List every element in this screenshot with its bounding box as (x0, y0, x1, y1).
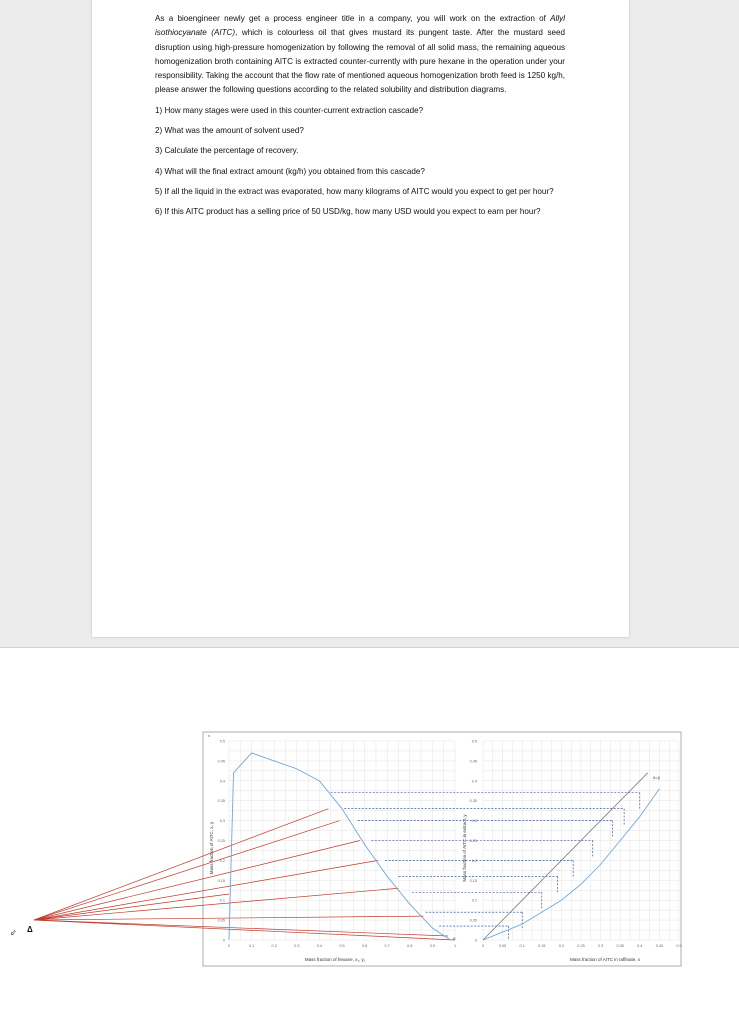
left-x-tick-label: 1 (453, 944, 457, 948)
delta-arrow-label: ⇙ (10, 928, 17, 937)
problem-intro: As a bioengineer newly get a process engineer title in a company, you will work on the extraction of Allyl isothiocyanate (AITC), which is colourless oil that gives mustard its pungent taste. After the mustard seed disruption using high-pressure homogenization by following the removal of all solid mass, the remaining aqueous homogenization broth containing AITC is extracted counter-currently with pure hexane in the operation under your responsibility. Taking the account that the flow rate of mentioned aqueous homogenization broth feed is 1250 kg/h, please answer the following questions according to the related solubility and distribution diagrams. (155, 14, 565, 95)
left-y-tick-label: 0.35 (217, 799, 225, 804)
question-1: 1) How many stages were used in this counter-current extraction cascade? (155, 105, 424, 115)
right-y-tick-label: 0 (474, 938, 477, 943)
diagonal-label: x=y (653, 775, 661, 780)
question-2: 2) What was the amount of solvent used? (155, 126, 304, 136)
right-x-axis-label: Mass fraction of AITC in raffinate, x (570, 957, 640, 962)
figure-area (0, 648, 739, 1024)
right-y-tick-label: 0.35 (469, 799, 477, 804)
left-x-tick-label: 0.8 (407, 944, 413, 948)
right-x-tick-label: 0.4 (637, 944, 643, 948)
extraction-diagram (0, 648, 739, 1024)
right-y-tick-label: 0.5 (471, 739, 477, 744)
right-x-tick-label: 0.1 (519, 944, 525, 948)
right-x-tick-label: 0.45 (655, 944, 664, 948)
right-y-tick-label: 0.25 (469, 839, 477, 843)
left-y-tick-label: 0.45 (217, 759, 225, 764)
question-4: 4) What will the final extract amount (kg/h) you obtained from this cascade? (155, 166, 425, 176)
right-y-axis-label: Mass fraction of AITC in extract, y (462, 814, 467, 882)
point-b-label: B (453, 936, 456, 941)
question-5: 5) If all the liquid in the extract was evaporated, how many kilograms of AITC would you expect to get per hour? (155, 186, 554, 196)
left-x-tick-label: 0.4 (316, 944, 323, 948)
right-y-tick-label: 0.4 (471, 779, 477, 784)
document-page (92, 0, 629, 637)
left-x-axis-label: Mass fraction of hexane, x₁, y₁ (304, 957, 366, 962)
question-6: 6) If this AITC product has a selling price of 50 USD/kg, how many USD would you expect to earn per hour? (155, 207, 541, 217)
left-x-tick-label: 0.1 (248, 944, 255, 948)
delta-label: Δ (27, 925, 33, 934)
left-y-tick-label: 0.15 (217, 878, 225, 883)
right-x-tick-label: 0.05 (498, 944, 507, 948)
right-x-tick-label: 0.5 (676, 944, 682, 948)
left-y-tick-label: 0.1 (219, 898, 225, 903)
left-y-tick-label: 0.25 (217, 839, 225, 843)
right-x-tick-label: 0.35 (616, 944, 624, 948)
right-x-tick-label: 0.25 (577, 944, 585, 948)
right-x-tick-label: 0.15 (538, 944, 546, 948)
left-y-tick-label: 0.05 (217, 918, 225, 923)
right-x-tick-label: 0 (481, 944, 485, 948)
left-x-tick-label: 0.5 (339, 944, 345, 948)
right-y-tick-label: 0.15 (469, 878, 477, 883)
problem-text (155, 12, 565, 226)
compound-name: Allyl isothiocyanate (AITC) (155, 14, 565, 38)
left-y-tick-label: 0.3 (219, 819, 225, 824)
left-y-tick-label: 0.4 (219, 779, 225, 784)
left-x-tick-label: 0.2 (271, 944, 277, 948)
left-corner-label: x (208, 733, 210, 738)
left-x-tick-label: 0.3 (294, 944, 300, 948)
right-y-tick-label: 0.05 (469, 918, 477, 923)
left-x-tick-label: 0 (227, 944, 231, 948)
left-y-tick-label: 0 (222, 938, 225, 943)
left-y-tick-label: 0.2 (219, 858, 225, 863)
right-y-tick-label: 0.45 (469, 759, 477, 764)
figure-frame (203, 732, 681, 966)
right-y-tick-label: 0.2 (471, 858, 477, 863)
left-y-axis-label: Mass fraction of AITC, x, y (209, 821, 214, 875)
left-x-tick-label: 0.9 (429, 944, 436, 948)
left-y-tick-label: 0.5 (219, 739, 225, 744)
right-y-tick-label: 0.3 (471, 819, 477, 824)
right-x-tick-label: 0.2 (558, 944, 565, 948)
question-3: 3) Calculate the percentage of recovery. (155, 146, 299, 156)
right-x-tick-label: 0.3 (597, 944, 604, 948)
tie-line (34, 894, 229, 920)
left-x-tick-label: 0.6 (361, 944, 368, 948)
left-x-tick-label: 0.7 (384, 944, 390, 948)
right-y-tick-label: 0.1 (471, 898, 477, 903)
